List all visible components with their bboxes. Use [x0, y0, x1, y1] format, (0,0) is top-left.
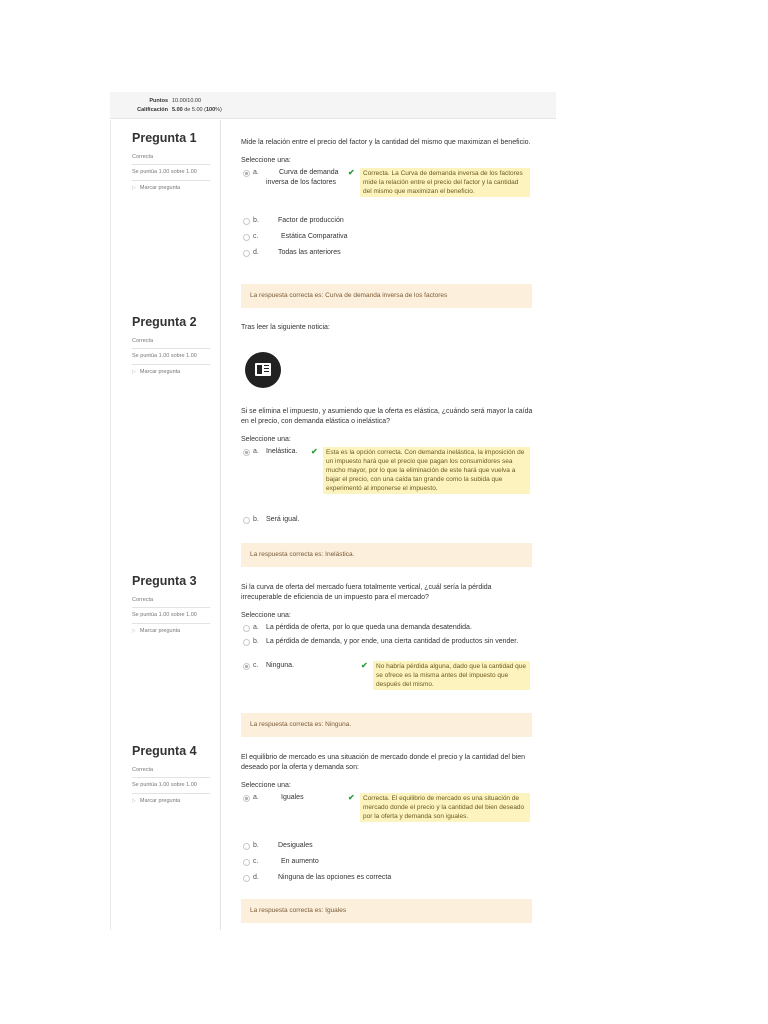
question-body-3 — [241, 583, 533, 693]
flag-question-label: Marcar pregunta — [139, 798, 181, 804]
question-number: 2 — [189, 315, 197, 329]
answer-option-b[interactable] — [241, 216, 533, 228]
question-grade: Se puntúa 1.00 sobre 1.00 — [132, 782, 210, 794]
radio-button[interactable] — [243, 859, 250, 866]
question-body-1 — [241, 138, 533, 260]
question-title — [132, 573, 210, 589]
radio-button[interactable] — [243, 795, 250, 802]
question-title-text: Pregunta — [132, 315, 187, 329]
select-prompt: Seleccione una: — [241, 157, 291, 164]
flag-icon: ▷ — [132, 798, 136, 804]
answer-option-a[interactable] — [241, 623, 533, 635]
flag-icon: ▷ — [132, 185, 136, 191]
option-text: Será igual. — [266, 516, 300, 523]
right-answer-box: La respuesta correcta es: Ninguna. — [241, 713, 532, 737]
question-info-2 — [132, 314, 210, 375]
question-info-1 — [132, 130, 210, 191]
question-text-2: Si se elimina el impuesto, y asumiendo que la oferta es elástica, ¿cuándo será mayor la caída en el precio, con demanda elástica o inelástica? — [241, 408, 533, 425]
option-feedback: No habría pérdida alguna, dado que la cantidad que se ofrece es la misma antes del impuesto que después del mismo. — [373, 661, 530, 690]
radio-button[interactable] — [243, 843, 250, 850]
radio-button[interactable] — [243, 449, 250, 456]
question-text: El equilibrio de mercado es una situación de mercado donde el precio y la cantidad del bien deseado por la oferta y demanda son: — [241, 754, 526, 771]
question-body-4 — [241, 753, 533, 885]
option-text: Factor de producción — [278, 217, 344, 224]
question-state: Correcta — [132, 597, 210, 608]
correct-check-icon: ✔ — [361, 661, 368, 670]
select-prompt: Seleccione una: — [241, 782, 291, 789]
option-text: Curva de demanda inversa de los factores — [266, 169, 339, 186]
flag-question-link[interactable] — [132, 628, 210, 634]
question-state: Correcta — [132, 338, 210, 349]
question-title — [132, 743, 210, 759]
option-feedback: Correcta. El equilibrio de mercado es una situación de mercado donde el precio y la cantidad del bien deseado por la oferta y demanda son iguales. — [360, 793, 530, 822]
question-title-text: Pregunta — [132, 744, 187, 758]
option-letter: a. — [253, 448, 259, 455]
radio-button[interactable] — [243, 639, 250, 646]
radio-button[interactable] — [243, 234, 250, 241]
question-info-3 — [132, 573, 210, 634]
option-text: En aumento — [281, 858, 319, 865]
correct-check-icon: ✔ — [348, 168, 355, 177]
question-text: Si la curva de oferta del mercado fuera totalmente vertical, ¿cuál sería la pérdida irrecuperable de eficiencia de un impuesto para el mercado? — [241, 584, 492, 601]
flag-question-link[interactable] — [132, 798, 210, 804]
option-feedback: Esta es la opción correcta. Con demanda inelástica, la imposición de un impuesto hará que el precio que pagan los consumidores sea mucho mayor, por lo que la eliminación de este hará que vuelva a bajar el precio, con una caída tan grande como la subida que experimentó al imponerse el impuesto. — [323, 447, 530, 494]
question-grade: Se puntúa 1.00 sobre 1.00 — [132, 353, 210, 365]
answer-option-b[interactable] — [241, 637, 533, 659]
grade-value-wrap — [172, 105, 222, 115]
option-text: Desiguales — [278, 842, 313, 849]
radio-button[interactable] — [243, 250, 250, 257]
question-grade: Se puntúa 1.00 sobre 1.00 — [132, 169, 210, 181]
answer-option-a[interactable] — [241, 168, 533, 214]
left-border — [110, 120, 111, 930]
points-value: 10.00/10.00 — [172, 98, 202, 104]
answer-option-c[interactable] — [241, 232, 533, 244]
radio-button[interactable] — [243, 170, 250, 177]
answer-option-a[interactable] — [241, 447, 533, 513]
radio-button[interactable] — [243, 517, 250, 524]
grade-of: de 5.00 ( — [184, 107, 206, 113]
question-state: Correcta — [132, 767, 210, 778]
option-letter: d. — [253, 249, 259, 256]
select-prompt: Seleccione una: — [241, 436, 291, 443]
option-letter: a. — [253, 624, 259, 631]
column-divider — [220, 120, 221, 930]
question-title-text: Pregunta — [132, 131, 187, 145]
flag-question-label: Marcar pregunta — [139, 628, 181, 634]
option-text: Iguales — [281, 794, 304, 801]
option-letter: a. — [253, 169, 259, 176]
question-text: Tras leer la siguiente noticia: — [241, 324, 330, 331]
option-text: La pérdida de demanda, y por ende, una cierta cantidad de productos sin vender. — [266, 638, 519, 645]
quiz-review-page — [110, 90, 556, 930]
correct-check-icon: ✔ — [311, 447, 318, 456]
flag-icon: ▷ — [132, 628, 136, 634]
option-letter: c. — [253, 858, 259, 865]
question-number: 4 — [189, 744, 197, 758]
option-letter: c. — [253, 233, 259, 240]
grade-suffix: %) — [215, 107, 222, 113]
question-grade: Se puntúa 1.00 sobre 1.00 — [132, 612, 210, 624]
answer-option-b[interactable] — [241, 515, 533, 527]
option-letter: b. — [253, 217, 259, 224]
radio-button[interactable] — [243, 875, 250, 882]
flag-icon: ▷ — [132, 369, 136, 375]
radio-button[interactable] — [243, 663, 250, 670]
newspaper-icon — [245, 352, 281, 388]
option-text: Estática Comparativa — [281, 233, 348, 240]
option-text: Ninguna de las opciones es correcta — [278, 874, 392, 881]
answer-option-b[interactable] — [241, 841, 533, 853]
answer-option-d[interactable] — [241, 248, 533, 260]
question-info-4 — [132, 743, 210, 804]
question-number: 1 — [189, 131, 197, 145]
points-label: Puntos — [149, 98, 168, 104]
attempt-summary — [110, 92, 556, 119]
option-letter: c. — [253, 662, 259, 669]
radio-button[interactable] — [243, 218, 250, 225]
question-title — [132, 130, 210, 146]
option-feedback: Correcta. La Curva de demanda inversa de los factores mide la relación entre el precio del factor y la cantidad del mismo que maximizan el beneficio. — [360, 168, 530, 197]
answer-option-c[interactable] — [241, 857, 533, 869]
answer-option-d[interactable] — [241, 873, 533, 885]
flag-question-label: Marcar pregunta — [139, 369, 181, 375]
question-state: Correcta — [132, 154, 210, 165]
option-letter: d. — [253, 874, 259, 881]
grade-row — [110, 105, 410, 115]
right-answer-box: La respuesta correcta es: Iguales — [241, 899, 532, 923]
flag-question-label: Marcar pregunta — [139, 185, 181, 191]
flag-question-link[interactable] — [132, 369, 210, 375]
option-text: Inelástica. — [266, 448, 298, 455]
question-body-2-cont — [241, 407, 533, 527]
grade-percent: 100 — [205, 107, 216, 113]
option-letter: b. — [253, 516, 259, 523]
question-body-2 — [241, 323, 533, 333]
question-number: 3 — [189, 574, 197, 588]
question-title-text: Pregunta — [132, 574, 187, 588]
option-letter: b. — [253, 638, 259, 645]
question-text: Mide la relación entre el precio del factor y la cantidad del mismo que maximizan el beneficio. — [241, 139, 531, 146]
option-letter: a. — [253, 794, 259, 801]
right-answer-box: La respuesta correcta es: Inelástica. — [241, 543, 532, 567]
radio-button[interactable] — [243, 625, 250, 632]
question-title — [132, 314, 210, 330]
grade-label: Calificación — [137, 107, 168, 113]
answer-option-a[interactable] — [241, 793, 533, 839]
option-text: Todas las anteriores — [278, 249, 341, 256]
option-text: Ninguna. — [266, 662, 295, 669]
flag-question-link[interactable] — [132, 185, 210, 191]
correct-check-icon: ✔ — [348, 793, 355, 802]
answer-option-c[interactable] — [241, 661, 533, 693]
select-prompt: Seleccione una: — [241, 612, 291, 619]
option-text: La pérdida de oferta, por lo que queda una demanda desatendida. — [266, 624, 472, 631]
grade-value: 5.00 — [172, 107, 183, 113]
right-answer-box: La respuesta correcta es: Curva de demanda inversa de los factores — [241, 284, 532, 308]
option-letter: b. — [253, 842, 259, 849]
